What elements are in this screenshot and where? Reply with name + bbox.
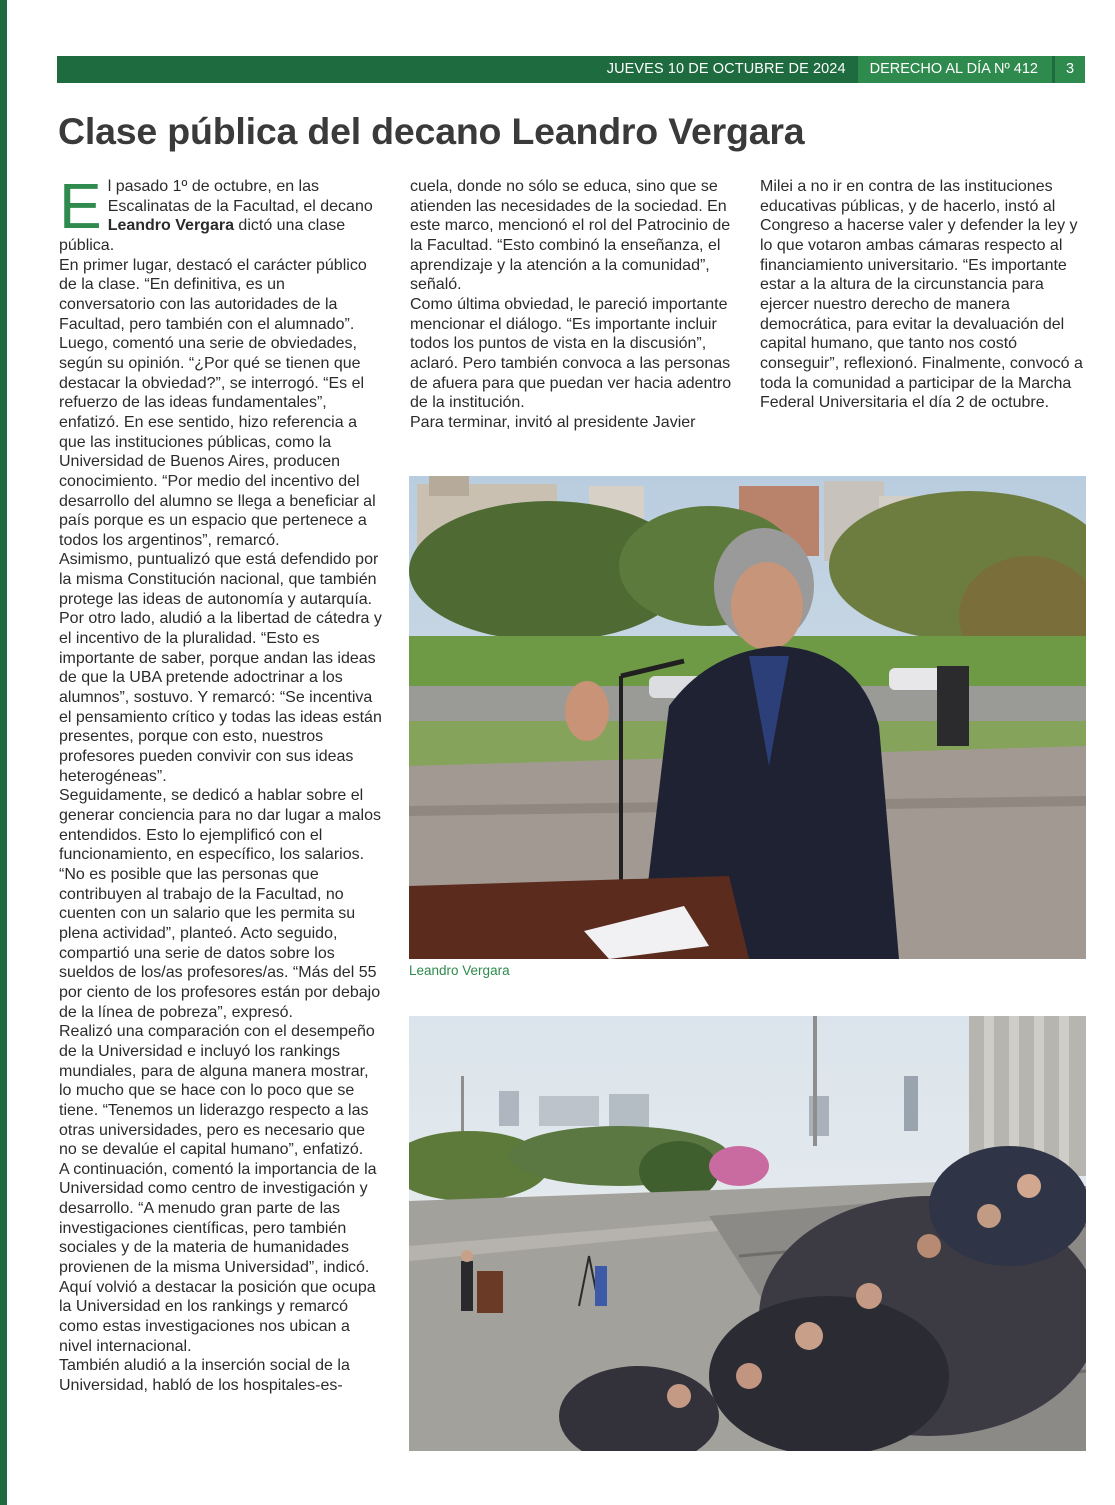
paragraph: Como última obviedad, le pareció importante mencionar el diálogo. “Es importante incluir todos los puntos de vista en la discusión”, aclaró. Pero también convoca a las personas de afuera para que puedan ver hacia adentro de la institución.: [410, 295, 732, 412]
paragraph: En primer lugar, destacó el carácter público de la clase. “En definitiva, es un conversatorio con las autoridades de la Facultad, pero también con el alumnado”.: [59, 256, 367, 333]
paragraph: Luego, comentó una serie de obviedades, según su opinión. “¿Por qué se tienen que destacar la obviedad?”, se interrogó. “Es el refuerzo de las ideas fundamentales”, enfatizó. En ese sentido, hizo referencia a que las instituciones públicas, como la Universidad de Buenos Aires, producen conocimiento. “Por medio del incentivo del desarrollo del alumno se llega a beneficiar al país porque es un espacio que pertenece a todos los argentinos”, remarcó.: [59, 335, 376, 549]
drop-cap: E: [59, 170, 102, 242]
intro-text: l pasado 1º de octubre, en las Escalinatas de la Facultad, el decano: [107, 178, 373, 215]
paragraph: Realizó una comparación con el desempeño de la Universidad e incluyó los rankings mundiales, para de alguna manera mostrar, lo mucho que se hace con lo poco que se tiene. “Tenemos un liderazgo respecto a las otras universidades, pero es necesario que no se devalúe el capital humano”, enfatizó.: [59, 1023, 375, 1159]
photo-caption: Leandro Vergara: [409, 963, 510, 978]
left-margin-rule: [0, 0, 7, 1505]
page-header: [57, 56, 1085, 83]
paragraph: A continuación, comentó la importancia de la Universidad como centro de investigación y desarrollo. “A menudo gran parte de las investigaciones científicas, pero también sociales y de la materia de humanidades provienen de la misma Universidad”, indicó. Aquí volvió a destacar la posición que ocupa la Universidad en los rankings y remarcó como estas investigaciones nos ubican a nivel internacional.: [59, 1160, 377, 1355]
page-number: 3: [1055, 56, 1085, 83]
article-column-1: [59, 170, 385, 1396]
intro-name: Leandro Vergara: [107, 217, 234, 235]
header-date: JUEVES 10 DE OCTUBRE DE 2024: [606, 61, 846, 77]
paragraph: Milei a no ir en contra de las instituciones educativas públicas, y de hacerlo, instó al Congreso a hacerse valer y defender la ley y lo que votaron ambas cámaras respecto al financiamiento universitario. “Es importante estar a la altura de la circunstancia para ejercer nuestro derecho de manera democrática, para evitar la devaluación del capital humano, que tanto nos costó conseguir”, reflexionó. Finalmente, convocó a toda la comunidad a participar de la Marcha Federal Universitaria el día 2 de octubre.: [760, 178, 1083, 412]
paragraph: Asimismo, puntualizó que está defendido por la misma Constitución nacional, que también protege las ideas de autonomía y autarquía.: [59, 551, 379, 608]
paragraph: Para terminar, invitó al presidente Javier: [410, 413, 696, 431]
paragraph: cuela, donde no sólo se educa, sino que se atienden las necesidades de la sociedad. En este marco, mencionó el rol del Patrocinio de la Facultad. “Esto combinó la enseñanza, el aprendizaje y la atención a la comunidad”, señaló.: [410, 178, 731, 294]
intro-tail: dictó una clase pública.: [59, 217, 346, 254]
photo-crowd-on-steps: [409, 1016, 1086, 1451]
article-title: Clase pública del decano Leandro Vergara: [58, 110, 805, 152]
article-intro: [59, 170, 385, 256]
photo-speaker-at-podium: [409, 476, 1086, 959]
article-column-2: [410, 177, 740, 433]
paragraph: Seguidamente, se dedicó a hablar sobre el generar conciencia para no dar lugar a malos entendidos. Esto lo ejemplificó con el funcionamiento, en específico, los salarios. “No es posible que las personas que contribuyen al trabajo de la Facultad, no cuenten con un salario que les permita su plena actividad”, planteó. Acto seguido, compartió una serie de datos sobre los sueldos de los/as profesores/as. “Más del 55 por ciento de los profesores están por debajo de la línea de pobreza”, expresó.: [59, 787, 381, 1021]
paragraph: También aludió a la inserción social de la Universidad, habló de los hospitales-es-: [59, 1357, 350, 1395]
paragraph: Por otro lado, aludió a la libertad de cátedra y el incentivo de la pluralidad. “Esto es importante de saber, porque andan las ideas de que la UBA pretende adoctrinar a los alumnos”, sostuvo. Y remarcó: “Se incentiva el pensamiento crítico y todas las ideas están presentes, porque con esto, nuestros profesores pueden convivir con sus ideas heterogéneas”.: [59, 610, 382, 785]
article-column-3: [760, 177, 1090, 413]
header-issue: DERECHO AL DÍA Nº 412: [858, 56, 1052, 83]
